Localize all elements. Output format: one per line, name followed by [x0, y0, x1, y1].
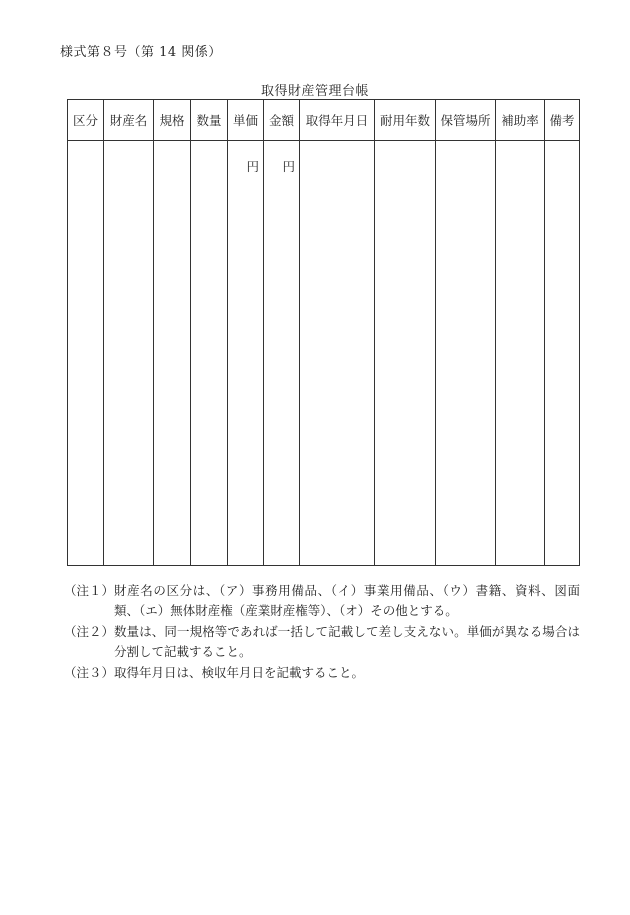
note-3: [64, 663, 580, 683]
header-useful-life: 耐用年数: [375, 100, 436, 141]
cell-specification[interactable]: [154, 141, 191, 566]
header-subsidy-rate: 補助率: [496, 100, 545, 141]
cell-storage-location[interactable]: [436, 141, 496, 566]
header-storage-location: 保管場所: [436, 100, 496, 141]
cell-asset-name[interactable]: [104, 141, 154, 566]
note-label: （注１）: [64, 583, 115, 598]
document-title: 取得財産管理台帳: [260, 84, 369, 99]
header-acquisition-date: 取得年月日: [300, 100, 375, 141]
note-2: [64, 622, 580, 662]
cell-subsidy-rate[interactable]: [496, 141, 545, 566]
header-remarks: 備考: [545, 100, 580, 141]
note-text: 数量は、同一規格等であれば一括して記載して差し支えない。単価が異なる場合は分割して記載すること。: [114, 624, 580, 659]
header-unit-price: 単価: [228, 100, 264, 141]
table-row: [68, 141, 580, 566]
cell-unit-price[interactable]: [228, 141, 264, 566]
form-number: 様式第８号（第 14 関係）: [60, 45, 222, 60]
cell-acquisition-date[interactable]: [300, 141, 375, 566]
header-asset-name: 財産名: [104, 100, 154, 141]
note-text: 財産名の区分は、（ア）事務用備品、（イ）事業用備品、（ウ）書籍、資料、図面類、（エ）無体財産権（産業財産権等）、（オ）その他とする。: [114, 583, 580, 618]
asset-ledger-table: [67, 99, 580, 566]
note-1: [64, 581, 580, 621]
cell-quantity[interactable]: [191, 141, 228, 566]
cell-amount[interactable]: [264, 141, 300, 566]
cell-category[interactable]: [68, 141, 104, 566]
cell-remarks[interactable]: [545, 141, 580, 566]
unit-price-unit: 円: [246, 159, 259, 174]
note-label: （注３）: [64, 665, 115, 680]
header-amount: 金額: [264, 100, 300, 141]
amount-unit: 円: [282, 159, 295, 174]
header-specification: 規格: [154, 100, 191, 141]
table-header-row: [68, 100, 580, 141]
header-category: 区分: [68, 100, 104, 141]
header-quantity: 数量: [191, 100, 228, 141]
notes-section: [64, 581, 580, 684]
note-text: 取得年月日は、検収年月日を記載すること。: [114, 665, 365, 680]
cell-useful-life[interactable]: [375, 141, 436, 566]
note-label: （注２）: [64, 624, 115, 639]
